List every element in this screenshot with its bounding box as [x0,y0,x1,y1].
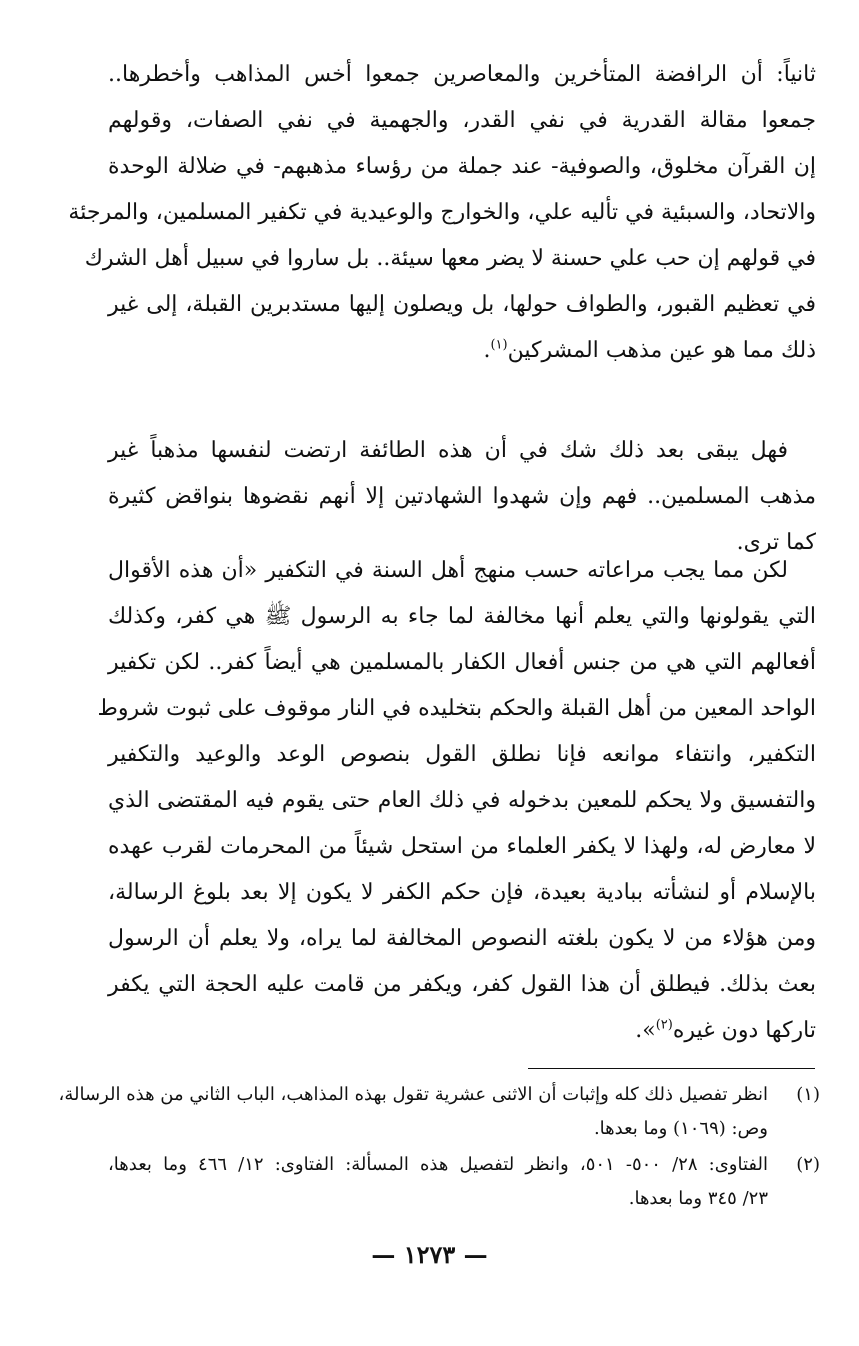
page-number: — ١٢٧٣ — [371,1240,488,1269]
footnote-line: وص: (١٠٦٩) وما بعدها. [593,1118,768,1139]
text-line-last [108,1008,816,1054]
paragraph-rafida-doctrines [68,52,816,374]
text-line: لا معارض له، ولهذا لا يكفر العلماء من استحل شيئاً من المحرمات لقرب عهده [108,834,816,859]
footnote-line: ٢٣/ ٣٤٥ وما بعدها. [628,1188,768,1209]
text-line-last: كما ترى. [736,530,816,555]
paragraph-takfir-quote [97,548,816,1054]
footnote-marker: (١) [796,1084,820,1105]
footnote-separator [528,1068,815,1069]
text-line: بالإسلام أو لنشأته ببادية بعيدة، فإن حكم الكفر لا يكون إلا بعد بلوغ الرسالة، [108,880,816,905]
text-line: في قولهم إن حب علي حسنة لا يضر معها سيئة.. بل ساروا في سبيل أهل الشرك [84,246,816,271]
text-line: في تعظيم القبور، والطواف حولها، بل ويصلون إليها مستدبرين القبلة، إلى غير [108,292,816,317]
footnote-1 [58,1078,820,1146]
text-line: مذهب المسلمين.. فهم وإن شهدوا الشهادتين إلا أنهم نقضوها بنواقض كثيرة [108,484,816,509]
footnote-reference-1: (١) [490,337,508,353]
text-line-last [108,328,816,374]
text-line: ثانياً: أن الرافضة المتأخرين والمعاصرين جمعوا أخس المذاهب وأخطرها.. [108,62,816,87]
text-line-content: ذلك مما هو عين مذهب المشركين [507,338,816,363]
text-line: فهل يبقى بعد ذلك شك في أن هذه الطائفة ارتضت لنفسها مذهباً غير [108,438,788,463]
footnote-line: انظر تفصيل ذلك كله وإثبات أن الاثنى عشرية تقول بهذه المذاهب، الباب الثاني من هذه الرسالة، [58,1084,768,1105]
text-line: الواحد المعين من أهل القبلة والحكم بتخليده في النار موقوف على ثبوت شروط [97,696,816,721]
text-line: التكفير، وانتفاء موانعه فإنا نطلق القول بنصوص الوعد والوعيد والتكفير [108,742,816,767]
sentence-end: ». [635,1018,656,1043]
text-line: ومن هؤلاء من لا يكون بلغته النصوص المخالفة لما يراه، ولا يعلم أن الرسول [108,926,816,951]
footnote-reference-2: (٢) [655,1017,673,1033]
paragraph-conclusion [108,428,816,566]
footnotes [58,1078,820,1218]
footnote-2 [108,1148,820,1216]
text-line: جمعوا مقالة القدرية في نفي القدر، والجهمية في نفي الصفات، وقولهم [108,108,816,133]
sentence-end: . [483,338,491,363]
text-line: إن القرآن مخلوق، والصوفية- عند جملة من رؤساء مذهبهم- في ضلالة الوحدة [108,154,816,179]
text-line: والتفسيق ولا يحكم للمعين بدخوله في ذلك العام حتى يقوم فيه المقتضى الذي [108,788,816,813]
text-line-content: تاركها دون غيره [672,1018,816,1043]
text-line: التي يقولونها والتي يعلم أنها مخالفة لما جاء به الرسول ﷺ هي كفر، وكذلك [108,604,816,629]
text-line: والاتحاد، والسبئية في تأليه علي، والخوارج والوعيدية في تكفير المسلمين، والمرجئة [68,200,816,225]
footnote-marker: (٢) [796,1154,820,1175]
text-line: لكن مما يجب مراعاته حسب منهج أهل السنة في التكفير «أن هذه الأقوال [108,558,788,583]
text-line: بعث بذلك. فيطلق أن هذا القول كفر، ويكفر من قامت عليه الحجة التي يكفر [108,972,816,997]
footnote-line: الفتاوى: ٢٨/ ٥٠٠- ٥٠١، وانظر لتفصيل هذه المسألة: الفتاوى: ١٢/ ٤٦٦ وما بعدها، [108,1154,768,1175]
text-line: أفعالهم التي هي من جنس أفعال الكفار بالمسلمين هي أيضاً كفر.. لكن تكفير [108,650,816,675]
